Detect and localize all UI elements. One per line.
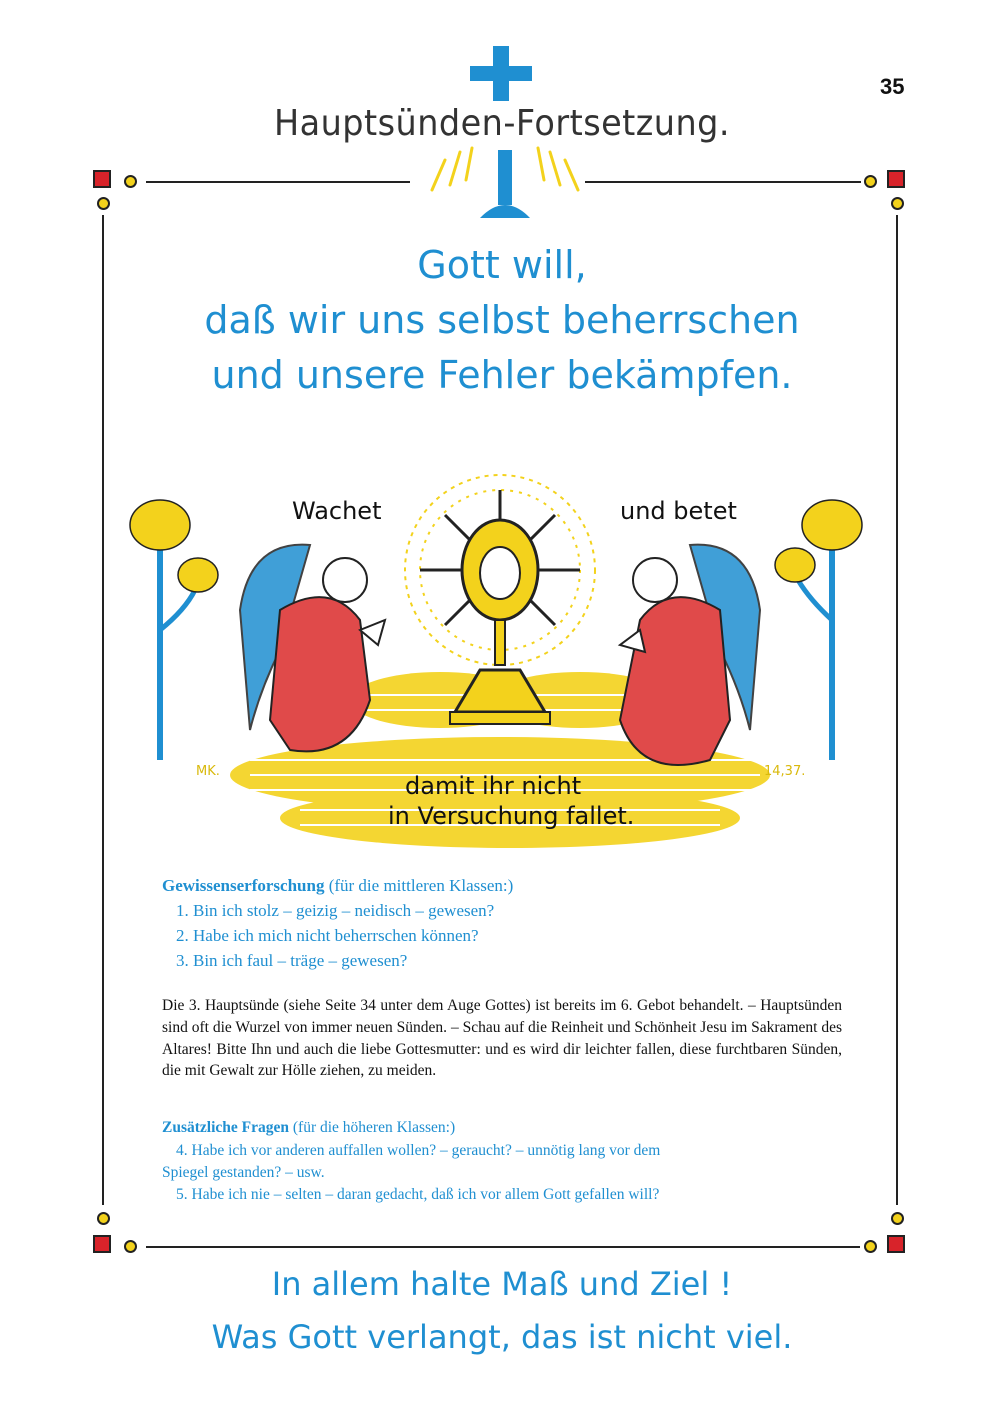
- page-title: Hauptsünden-Fortsetzung.: [273, 103, 730, 144]
- section-title: [162, 874, 862, 898]
- illustration-caption-right: und betet: [620, 497, 737, 525]
- corner-dot: [124, 175, 137, 188]
- corner-square-bottom-right: [887, 1235, 905, 1253]
- question-item: 2. Habe ich mich nicht beherrschen können?: [176, 926, 479, 945]
- section-title-note: (für die höheren Klassen:): [292, 1119, 456, 1136]
- corner-dot: [891, 1212, 904, 1225]
- footer-line-2: Was Gott verlangt, das ist nicht viel.: [211, 1318, 793, 1356]
- headline-line-3: und unsere Fehler bekämpfen.: [211, 353, 793, 397]
- cross-bar: [470, 66, 532, 81]
- examination-section: [162, 874, 862, 973]
- corner-dot: [864, 175, 877, 188]
- illustration-caption-left: Wachet: [292, 497, 382, 525]
- question-item: 1. Bin ich stolz – geizig – neidisch – gewesen?: [176, 901, 495, 920]
- question-item: 3. Bin ich faul – träge – gewesen?: [176, 951, 408, 970]
- corner-square-top-right: [887, 170, 905, 188]
- frame-top-right-line: [585, 181, 861, 183]
- illustration-caption-center-2: in Versuchung fallet.: [388, 802, 635, 830]
- corner-square-bottom-left: [93, 1235, 111, 1253]
- corner-dot: [864, 1240, 877, 1253]
- question-item: 4. Habe ich vor anderen auffallen wollen? – geraucht? – unnötig lang vor dem: [176, 1142, 661, 1159]
- body-paragraph: Die 3. Hauptsünde (siehe Seite 34 unter dem Auge Gottes) ist bereits im 6. Gebot behandelt. – Hauptsünden sind oft die Wurzel von immer neuen Sünden. – Schau auf die Reinheit und Schönheit Jesu im Sakrament des Altares! Bitte Ihn und auch die liebe Gottesmutter: und es wird dir leichter fallen, diese furchtbaren Sünden, die mit Gewalt zur Hölle ziehen, zu meiden.: [162, 997, 842, 1080]
- section-title-text: Gewissenserforschung: [162, 876, 325, 895]
- additional-questions-section: [162, 1116, 852, 1206]
- illustration-reference: 14,37.: [764, 764, 806, 779]
- page-number: 35: [880, 74, 905, 99]
- illustration-signature: MK.: [196, 764, 220, 779]
- headline-line-1: Gott will,: [417, 243, 587, 287]
- corner-square-top-left: [93, 170, 111, 188]
- illustration-caption-center-1: damit ihr nicht: [405, 772, 582, 800]
- headline: [0, 238, 1004, 403]
- question-item-continuation: Spiegel gestanden? – usw.: [162, 1164, 325, 1181]
- section-title-note: (für die mittleren Klassen:): [328, 876, 514, 895]
- frame-top-left-line: [146, 181, 410, 183]
- corner-dot: [124, 1240, 137, 1253]
- footer-motto: [0, 1258, 1004, 1364]
- candle-rays-icon: [410, 140, 600, 220]
- frame-bottom-line: [146, 1246, 860, 1248]
- section-title-text: Zusätzliche Fragen: [162, 1119, 289, 1136]
- corner-dot: [891, 197, 904, 210]
- corner-dot: [97, 197, 110, 210]
- question-item: 5. Habe ich nie – selten – daran gedacht, daß ich vor allem Gott gefallen will?: [176, 1186, 660, 1203]
- illustration: [120, 430, 880, 870]
- footer-line-1: In allem halte Maß und Ziel !: [271, 1265, 733, 1303]
- corner-dot: [97, 1212, 110, 1225]
- section-title: [162, 1116, 852, 1140]
- headline-line-2: daß wir uns selbst beherrschen: [204, 298, 800, 342]
